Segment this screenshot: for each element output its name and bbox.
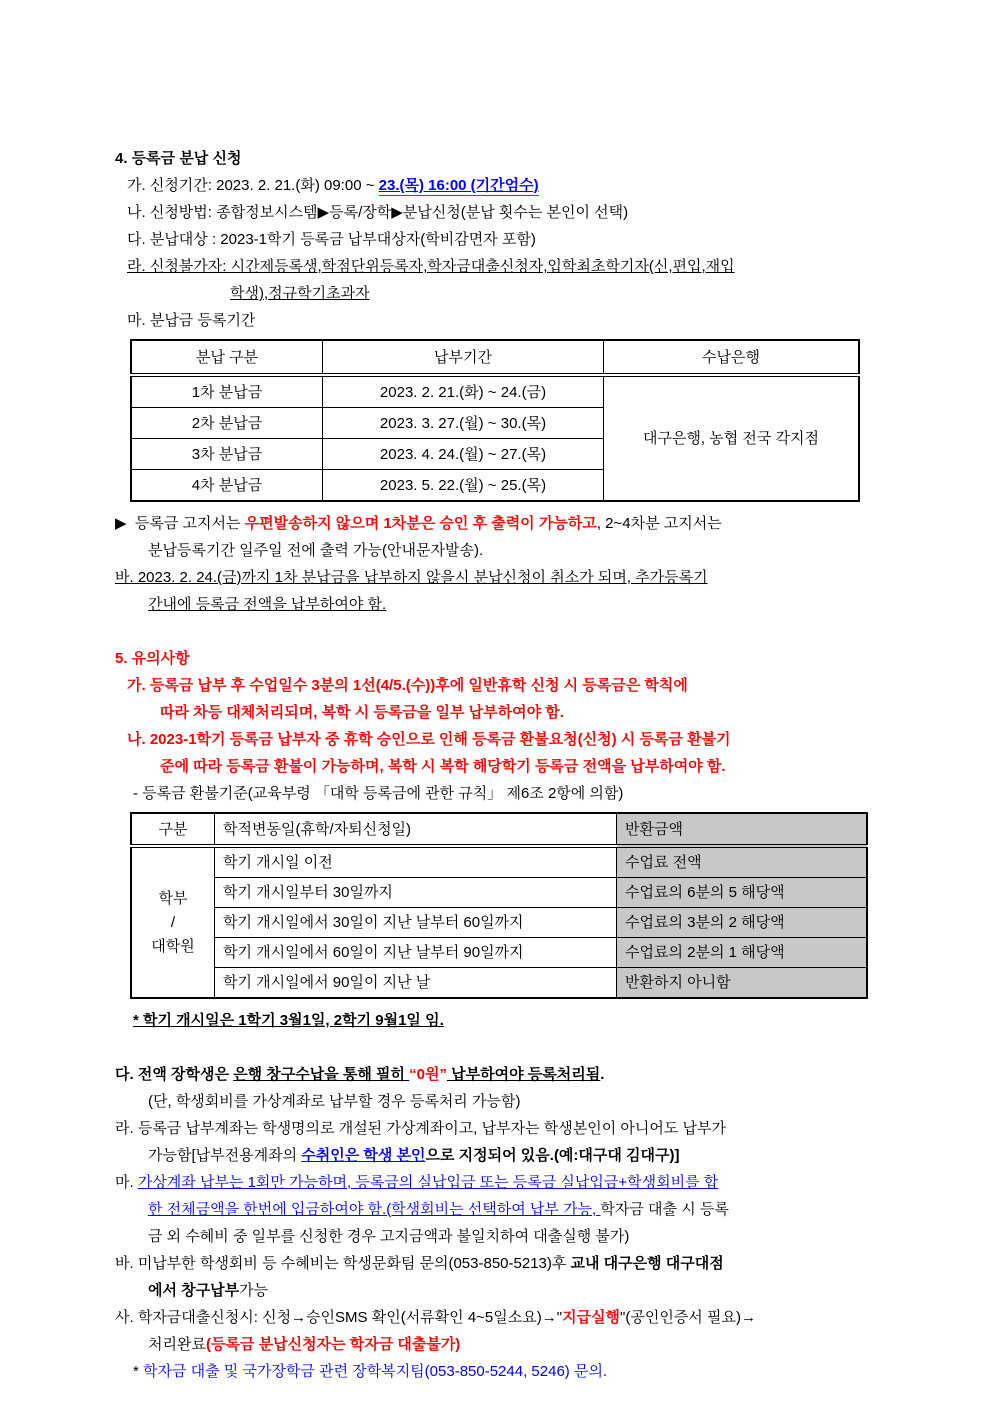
cell-refund-4: 수업료의 2분의 1 해당액: [617, 938, 868, 968]
zero-won-emphasis: “0원”: [409, 1066, 448, 1083]
header-refund-amount: 반환금액: [617, 813, 868, 846]
notice-refund-line2: 준에 따라 등록금 환불이 가능하며, 복학 시 복학 해당학기 등록금 전액을 납부하여야 함.: [160, 758, 726, 775]
cell-refund-2: 수업료의 6분의 5 해당액: [617, 878, 868, 908]
item-installment-target: 다. 분납대상 : 2023-1학기 등록금 납부대상자(학비감면자 포함): [127, 231, 536, 248]
cell-period-1: 2023. 2. 21.(화) ~ 24.(금): [323, 375, 604, 408]
virtual-account-post: 으로 지정되어 있음.(예:대구대 김대구)]: [425, 1147, 680, 1164]
cell-installment-3: 3차 분납금: [131, 439, 323, 470]
deposit-post: 학자금 대출 시 등록: [600, 1201, 729, 1218]
counter-payment-emphasis: 에서 창구납부: [148, 1282, 240, 1299]
section4-title: 4. 등록금 분납 신청: [115, 150, 242, 167]
triangle-bullet-icon: ▶: [115, 515, 127, 532]
scholarship-notice-line2: (단, 학생회비를 가상계좌로 납부할 경우 등록처리 가능함): [148, 1093, 521, 1110]
notice-leave-line1: 가. 등록금 납부 후 수업일수 3분의 1선(4/5.(수))후에 일반휴학 신청 시 등록금은 학칙에: [127, 677, 688, 694]
scholarship-underline2: 납부하여야 등록처리됨: [447, 1066, 601, 1083]
cell-student-group: [131, 846, 215, 998]
section-gap: [115, 1034, 892, 1061]
application-deadline-emphasis: 23.(목) 16:00 (기간엄수): [378, 177, 539, 194]
cell-period-3: 2023. 4. 24.(월) ~ 27.(목): [323, 439, 604, 470]
item-installment-schedule-label: 마. 분납금 등록기간: [127, 312, 256, 329]
installment-payment-table: [130, 339, 860, 502]
item-ineligible-line1: 라. 신청불가자: 시간제등록생,학점단위등록자,학자금대출신청자,입학최초학기자(신,편입,재입: [127, 258, 735, 275]
refund-standard-reference: - 등록금 환불기준(교육부령 「대학 등록금에 관한 규칙」 제6조 2항에 의함): [133, 785, 624, 802]
deposit-emphasis-line1: 가상계좌 납부는 1회만 가능하며, 등록금의 실납입금 또는 등록금 실납입금+학생회비를 합: [137, 1174, 719, 1191]
header-installment-division: 분납 구분: [131, 340, 323, 375]
loan-complete-text: 처리완료: [148, 1336, 206, 1353]
item-application-period: [127, 172, 892, 199]
item-cancellation-line1: 바. 2023. 2. 24.(금)까지 1차 분납금을 납부하지 않을시 분납신청이 취소가 되며, 추가등록기: [115, 569, 708, 586]
loan-contact-text: 학자금 대출 및 국가장학금 관련 장학복지팀(053-850-5244, 5246) 문의.: [143, 1363, 608, 1380]
unpaid-fees-line2: [148, 1277, 892, 1304]
loan-process-post: "(공인인증서 필요)→: [620, 1309, 756, 1326]
table-row: [131, 375, 859, 408]
bill-notice-post: , 2~4차분 고지서는: [596, 515, 722, 532]
loan-process-line1: [115, 1304, 892, 1331]
table-row: [131, 938, 867, 968]
table-row: [131, 846, 867, 878]
table-row: [131, 968, 867, 999]
cell-refund-1: 수업료 전액: [617, 846, 868, 878]
cell-bank: 대구은행, 농협 전국 각지점: [604, 375, 860, 501]
scholarship-notice-line1: [115, 1061, 892, 1088]
refund-standard-table: [130, 812, 868, 999]
cell-refund-3: 수업료의 3분의 2 해당액: [617, 908, 868, 938]
table-header-row: [131, 340, 859, 375]
section5-title: 5. 유의사항: [115, 650, 190, 667]
item-application-method: 나. 신청방법: 종합정보시스템▶등록/장학▶분납신청(분납 횟수는 본인이 선택): [127, 204, 629, 221]
cell-installment-2: 2차 분납금: [131, 408, 323, 439]
cell-period-desc-1: 학기 개시일 이전: [215, 846, 617, 878]
header-division: 구분: [131, 813, 215, 846]
header-receiving-bank: 수납은행: [604, 340, 860, 375]
group-graduate: 대학원: [151, 937, 195, 955]
cell-period-desc-3: 학기 개시일에서 30일이 지난 날부터 60일까지: [215, 908, 617, 938]
cell-period-desc-5: 학기 개시일에서 90일이 지난 날: [215, 968, 617, 999]
bill-notice-pre: 등록금 고지서는: [134, 515, 245, 532]
star-marker: *: [133, 1363, 144, 1380]
table-row: [131, 908, 867, 938]
cell-period-2: 2023. 3. 27.(월) ~ 30.(목): [323, 408, 604, 439]
cell-refund-5: 반환하지 아니함: [617, 968, 868, 999]
group-undergrad: 학부: [158, 889, 188, 907]
notice-refund-line1: 나. 2023-1학기 등록금 납부자 중 휴학 승인으로 인해 등록금 환불요청(신청) 시 등록금 환불기: [127, 731, 731, 748]
virtual-account-line2: [148, 1142, 892, 1169]
loan-restriction-emphasis: (등록금 분납신청자는 학자금 대출불가): [205, 1336, 461, 1353]
notice-leave-line2: 따라 차등 대체처리되며, 복학 시 등록금을 일부 납부하여야 함.: [160, 704, 564, 721]
cell-period-desc-2: 학기 개시일부터 30일까지: [215, 878, 617, 908]
deposit-label: 마.: [115, 1174, 138, 1191]
loan-process-line2: [148, 1331, 892, 1358]
unpaid-fees-post: 가능: [239, 1282, 269, 1299]
bank-branch-emphasis: 교내 대구은행 대구대점: [570, 1255, 724, 1272]
item-cancellation-line2: 간내에 등록금 전액을 납부하여야 함.: [148, 596, 387, 613]
unpaid-fees-pre: 바. 미납부한 학생회비 등 수혜비는 학생문화팀 문의(053-850-5213)후: [115, 1255, 571, 1272]
header-change-date: 학적변동일(휴학/자퇴신청일): [215, 813, 617, 846]
item-ineligible-line2: 학생),정규학기초과자: [230, 285, 370, 302]
deposit-once-line2: [148, 1196, 892, 1223]
semester-start-note: * 학기 개시일은 1학기 3월1일, 2학기 9월1일 임.: [133, 1012, 444, 1029]
cell-period-desc-4: 학기 개시일에서 60일이 지난 날부터 90일까지: [215, 938, 617, 968]
scholarship-underline1: 은행 창구수납을 통해 필히: [233, 1066, 410, 1083]
unpaid-fees-line1: [115, 1250, 892, 1277]
bill-notice-line1: [115, 510, 892, 537]
cell-period-4: 2023. 5. 22.(월) ~ 25.(목): [323, 470, 604, 502]
table-header-row: [131, 813, 867, 846]
bill-notice-emphasis: 우편발송하지 않으며 1차분은 승인 후 출력이 가능하고: [244, 515, 597, 532]
loan-execution-emphasis: 지급실행: [562, 1309, 621, 1326]
scholarship-period: .: [600, 1066, 605, 1083]
table-row: [131, 878, 867, 908]
header-payment-period: 납부기간: [323, 340, 604, 375]
payee-emphasis: 수취인은 학생 본인: [301, 1147, 426, 1164]
scholarship-pre: 다. 전액 장학생은: [115, 1066, 234, 1083]
cell-installment-1: 1차 분납금: [131, 375, 323, 408]
application-period-text: 가. 신청기간: 2023. 2. 21.(화) 09:00 ~: [127, 177, 379, 194]
loan-process-pre: 사. 학자금대출신청시: 신청→승인SMS 확인(서류확인 4~5일소요)→": [115, 1309, 563, 1326]
deposit-once-line1: [115, 1169, 892, 1196]
group-slash: /: [170, 913, 176, 931]
deposit-once-line3: 금 외 수혜비 중 일부를 신청한 경우 고지금액과 불일치하여 대출실행 불가): [148, 1228, 630, 1245]
loan-contact-note: [133, 1358, 892, 1385]
bill-notice-line2: 분납등록기간 일주일 전에 출력 가능(안내문자발송).: [148, 542, 484, 559]
virtual-account-line1: 라. 등록금 납부계좌는 학생명의로 개설된 가상계좌이고, 납부자는 학생본인이 아니어도 납부가: [115, 1120, 726, 1137]
deposit-emphasis-line2: 한 전체금액을 한번에 입금하여야 함.(학생회비는 선택하여 납부 가능,: [148, 1201, 601, 1218]
cell-installment-4: 4차 분납금: [131, 470, 323, 502]
section-gap: [115, 618, 892, 645]
virtual-account-pre: 가능함[납부전용계좌의: [148, 1147, 302, 1164]
